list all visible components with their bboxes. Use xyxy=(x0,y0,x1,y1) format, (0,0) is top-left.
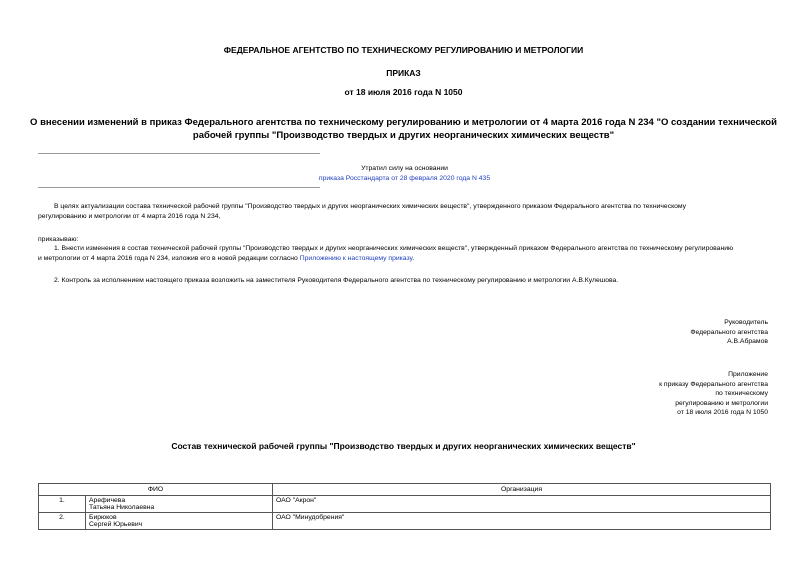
status-note-link[interactable]: приказа Росстандарта от 28 февраля 2020 года N 435 xyxy=(318,174,491,182)
doc-type: ПРИКАЗ xyxy=(386,68,421,78)
header-fio: ФИО xyxy=(39,484,273,496)
agency-name: ФЕДЕРАЛЬНОЕ АГЕНТСТВО ПО ТЕХНИЧЕСКОМУ РЕГУЛИРОВАНИЮ И МЕТРОЛОГИИ xyxy=(223,45,584,55)
preamble-line-2: регулированию и метрологии от 4 марта 2016 года N 234, xyxy=(38,212,221,220)
row-given-names: Сергей Юрьевич xyxy=(89,521,143,528)
row-surname: Бирюков xyxy=(89,514,117,521)
signature-block xyxy=(500,318,768,347)
appendix-line-2: к приказу Федерального агентства xyxy=(659,380,768,388)
row-organization: ОАО "Акрон" xyxy=(273,496,771,513)
row-fio xyxy=(86,513,273,530)
table-row xyxy=(39,496,771,513)
title-line-1: О внесении изменений в приказ Федерального агентства по техническому регулированию и метрологии от 4 марта 2016 года N 234 "О создании технической xyxy=(30,117,777,128)
status-note xyxy=(38,164,771,183)
row-number: 2. xyxy=(39,513,86,530)
order-item-2: 2. Контроль за исполнением настоящего приказа возложить на заместителя Руководителя Федерального агентства по техническому регулированию и метрологии А.В.Кулешова. xyxy=(54,277,619,284)
appendix-link[interactable]: Приложению к настоящему приказу xyxy=(299,254,413,262)
doc-date-number: от 18 июля 2016 года N 1050 xyxy=(344,87,463,97)
staff-table xyxy=(38,483,771,530)
table-header-row xyxy=(39,484,771,496)
row-surname: Арефичева xyxy=(89,497,126,504)
preamble xyxy=(38,202,771,221)
signature-agency: Федерального агентства xyxy=(690,328,768,336)
title-line-2: рабочей группы "Производство твердых и других неорганических химических веществ" xyxy=(192,130,615,141)
order-item-1 xyxy=(38,244,771,263)
item1-line-1: 1. Внести изменения в состав технической рабочей группы "Производство твердых и других неорганических химических веществ", утвержденный приказом Федерального агентства по техническому регулированию xyxy=(54,245,734,252)
row-number: 1. xyxy=(39,496,86,513)
appendix-line-3: по техническому xyxy=(715,390,768,397)
divider-top xyxy=(38,153,320,154)
row-fio xyxy=(86,496,273,513)
row-organization: ОАО "Минудобрения" xyxy=(273,513,771,530)
document-title xyxy=(0,116,807,142)
signature-title: Руководитель xyxy=(724,319,768,326)
appendix-line-5: от 18 июля 2016 года N 1050 xyxy=(677,409,768,416)
appendix-block xyxy=(500,370,768,418)
order-word: приказываю: xyxy=(38,236,79,243)
signature-name: А.В.Абрамов xyxy=(727,338,768,345)
status-note-text: Утратил силу на основании xyxy=(361,165,448,172)
row-given-names: Татьяна Николаевна xyxy=(89,504,155,511)
composition-title: Состав технической рабочей группы "Производство твердых и других неорганических химических веществ" xyxy=(171,441,636,451)
appendix-line-4: регулированию и метрологии xyxy=(675,399,768,407)
table-row xyxy=(39,513,771,530)
divider-bottom xyxy=(38,187,320,188)
header-org: Организация xyxy=(273,484,771,496)
preamble-line-1: В целях актуализации состава технической рабочей группы "Производство твердых и других неорганических химических веществ", утвержденного приказом Федерального агентства по техническому xyxy=(54,203,687,210)
item1-line-2: и метрологии от 4 марта 2016 года N 234, изложив его в новой редакции согласно Приложению к настоящему приказу. xyxy=(38,254,415,262)
appendix-label: Приложение xyxy=(728,371,768,378)
